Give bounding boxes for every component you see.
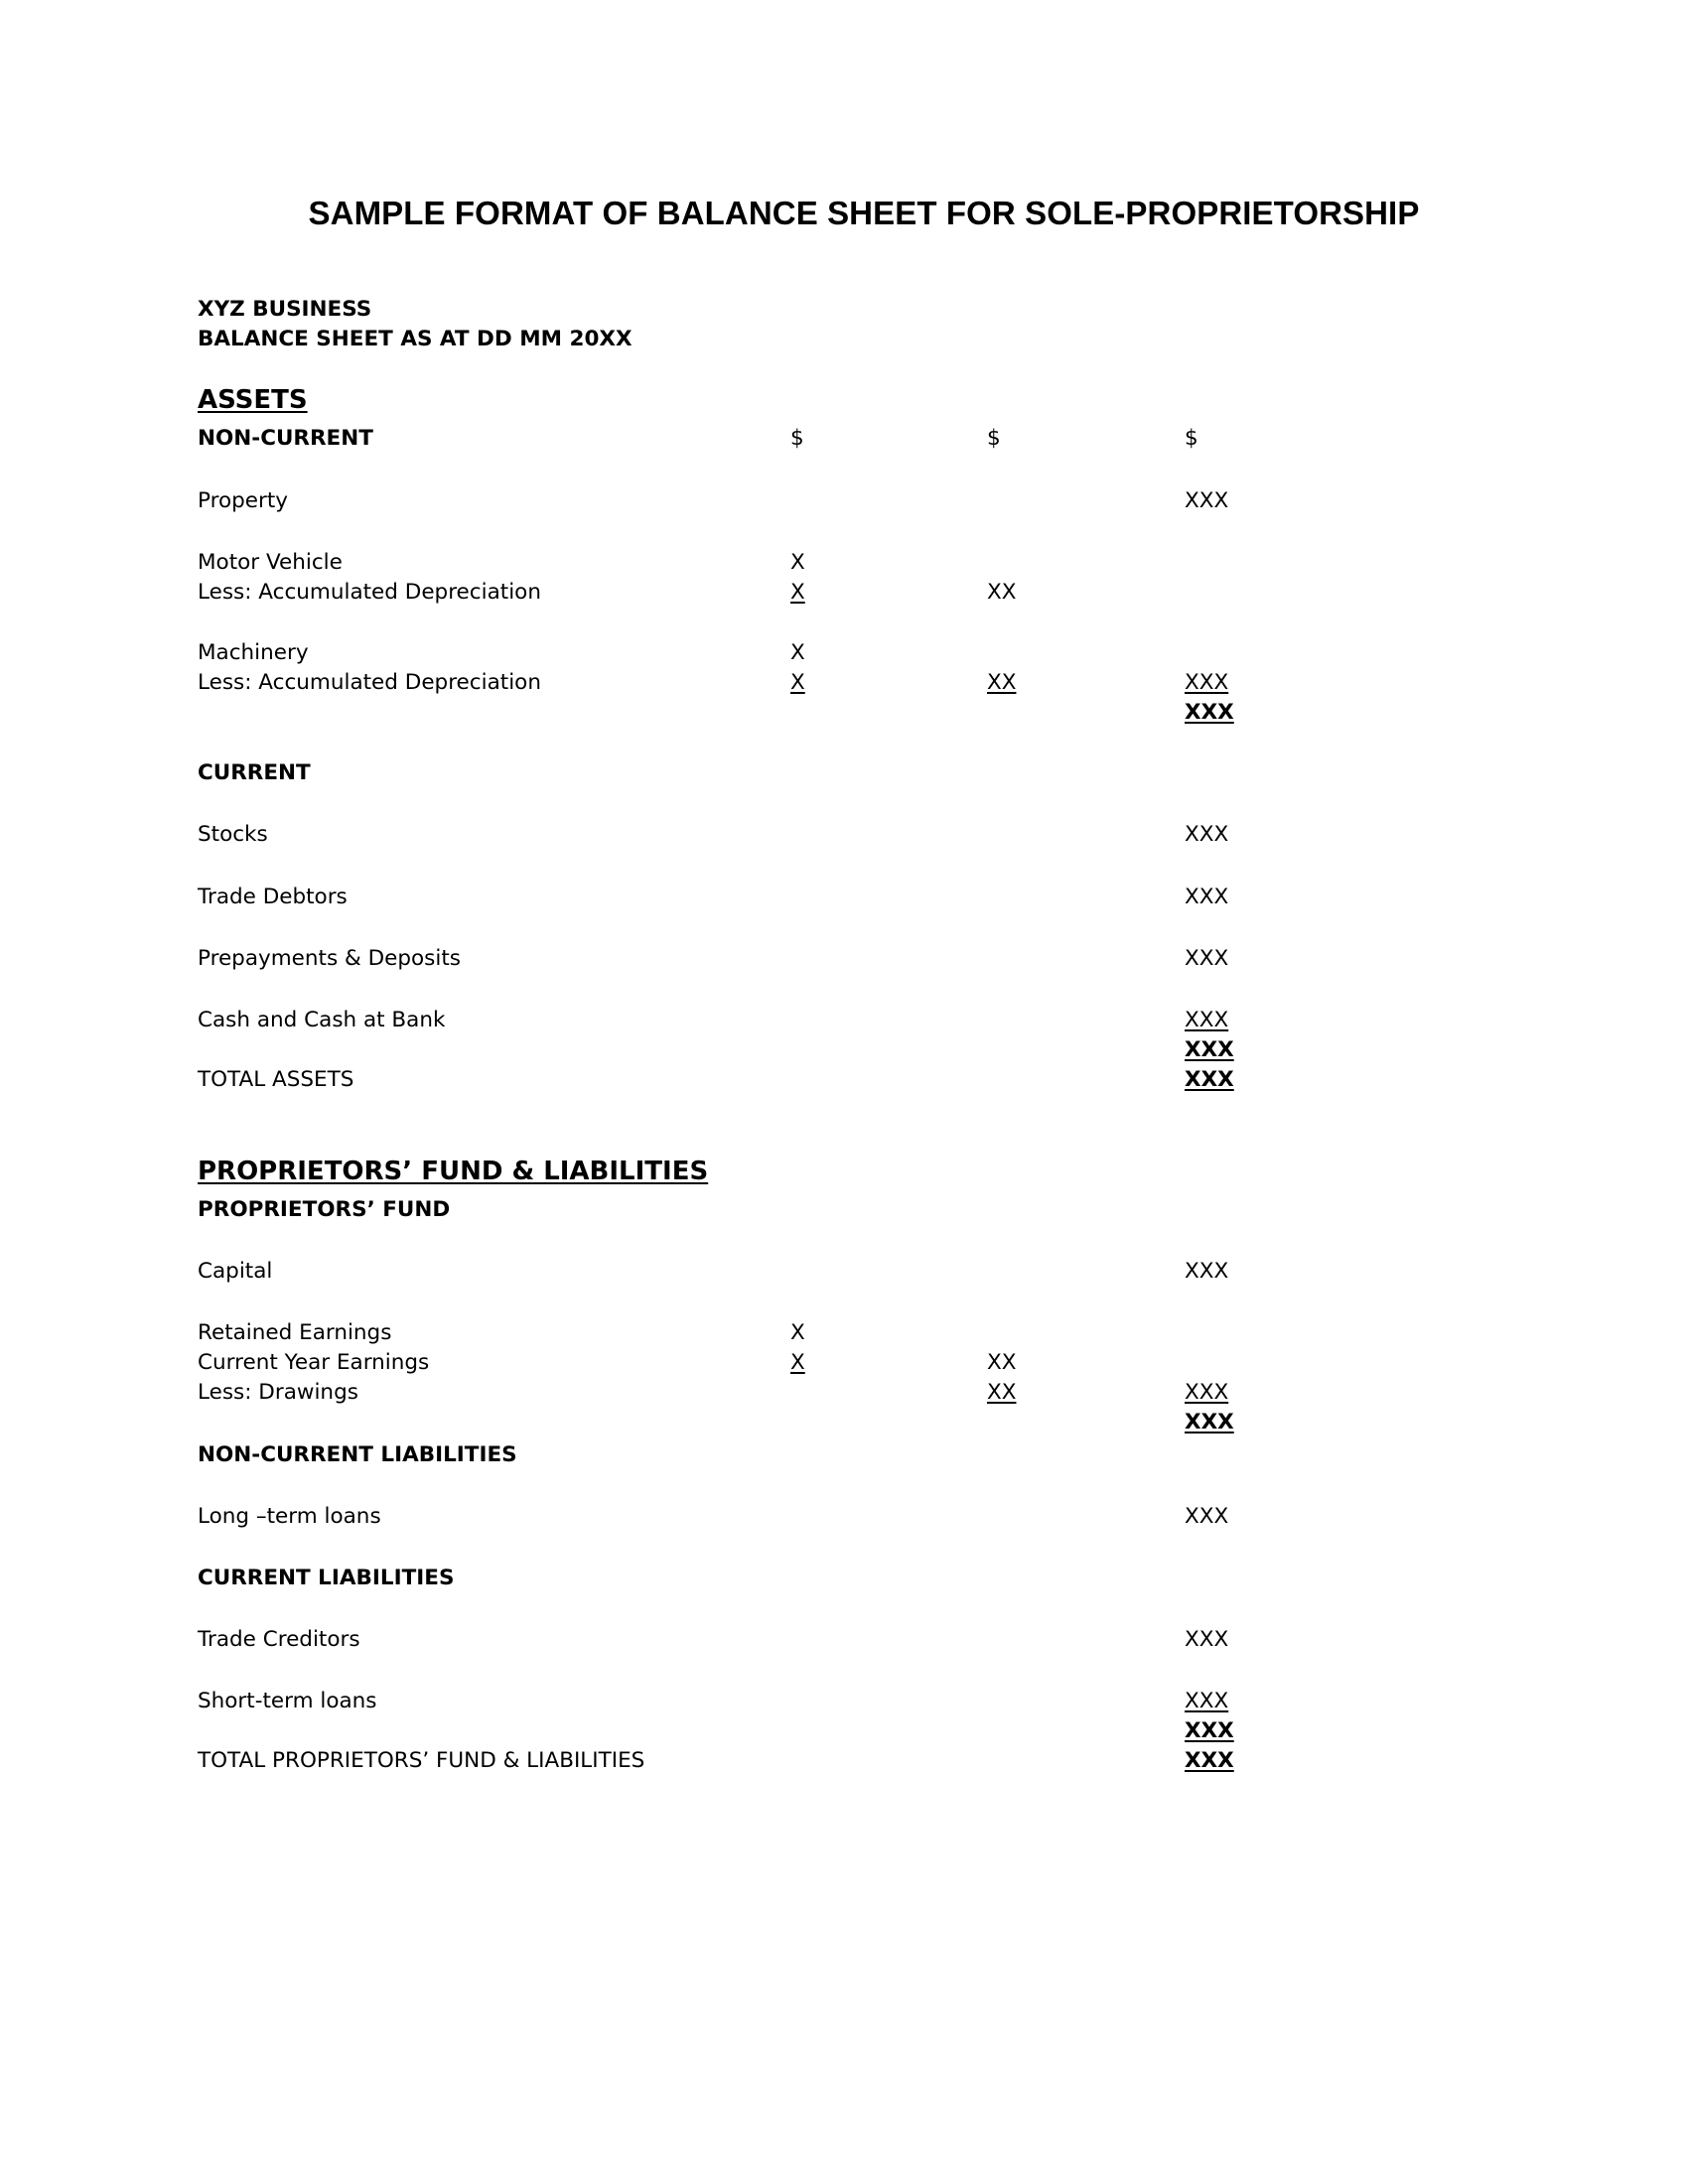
stocks-value: XXX [1185,822,1229,847]
retained-earnings-label: Retained Earnings [198,1320,392,1345]
long-term-loans-label: Long –term loans [198,1504,381,1529]
total-fund-liabilities-value: XXX [1185,1748,1234,1773]
motor-vehicle-label: Motor Vehicle [198,550,343,575]
trade-creditors-value: XXX [1185,1627,1229,1652]
current-liabilities-total: XXX [1185,1718,1234,1743]
current-year-earnings-value: X [790,1350,805,1375]
trade-creditors-label: Trade Creditors [198,1627,360,1652]
mv-depreciation-value: X [790,580,805,605]
sheet-date: BALANCE SHEET AS AT DD MM 20XX [198,327,633,351]
currency-column-1: $ [790,426,804,451]
assets-heading: ASSETS [198,385,308,415]
short-term-loans-label: Short-term loans [198,1689,377,1713]
current-year-earnings-label: Current Year Earnings [198,1350,430,1375]
total-fund-liabilities-label: TOTAL PROPRIETORS’ FUND & LIABILITIES [198,1748,645,1773]
drawings-label: Less: Drawings [198,1380,358,1405]
proprietors-fund-heading: PROPRIETORS’ FUND [198,1197,451,1222]
short-term-loans-value: XXX [1185,1689,1229,1713]
currency-column-2: $ [987,426,1001,451]
fund-subtotal: XXX [1185,1380,1229,1405]
capital-value: XXX [1185,1259,1229,1284]
retained-earnings-value: X [790,1320,805,1345]
prepayments-value: XXX [1185,946,1229,971]
currency-column-3: $ [1185,426,1198,451]
stocks-label: Stocks [198,822,268,847]
non-current-liabilities-heading: NON-CURRENT LIABILITIES [198,1442,517,1467]
non-current-subtotal: XXX [1185,670,1229,695]
current-heading: CURRENT [198,760,311,785]
mv-net-value: XX [987,580,1017,605]
total-assets-label: TOTAL ASSETS [198,1067,354,1092]
property-label: Property [198,488,288,513]
total-assets-value: XXX [1185,1067,1234,1092]
mach-depreciation-label: Less: Accumulated Depreciation [198,670,541,695]
current-assets-total: XXX [1185,1037,1234,1062]
cash-label: Cash and Cash at Bank [198,1008,446,1032]
business-name: XYZ BUSINESS [198,297,372,322]
fund-liabilities-heading: PROPRIETORS’ FUND & LIABILITIES [198,1157,709,1186]
prepayments-label: Prepayments & Deposits [198,946,461,971]
long-term-loans-value: XXX [1185,1504,1229,1529]
machinery-label: Machinery [198,640,309,665]
current-liabilities-heading: CURRENT LIABILITIES [198,1566,455,1590]
trade-debtors-value: XXX [1185,885,1229,909]
page-title: SAMPLE FORMAT OF BALANCE SHEET FOR SOLE-PROPRIETORSHIP [308,195,1420,231]
drawings-value: XX [987,1380,1017,1405]
trade-debtors-label: Trade Debtors [198,885,348,909]
earnings-subtotal: XX [987,1350,1017,1375]
mach-depreciation-value: X [790,670,805,695]
mv-depreciation-label: Less: Accumulated Depreciation [198,580,541,605]
non-current-heading: NON-CURRENT [198,426,373,451]
fund-total: XXX [1185,1410,1234,1434]
capital-label: Capital [198,1259,273,1284]
motor-vehicle-value: X [790,550,805,575]
non-current-total: XXX [1185,700,1234,725]
mach-net-value: XX [987,670,1017,695]
cash-value: XXX [1185,1008,1229,1032]
machinery-value: X [790,640,805,665]
property-value: XXX [1185,488,1229,513]
